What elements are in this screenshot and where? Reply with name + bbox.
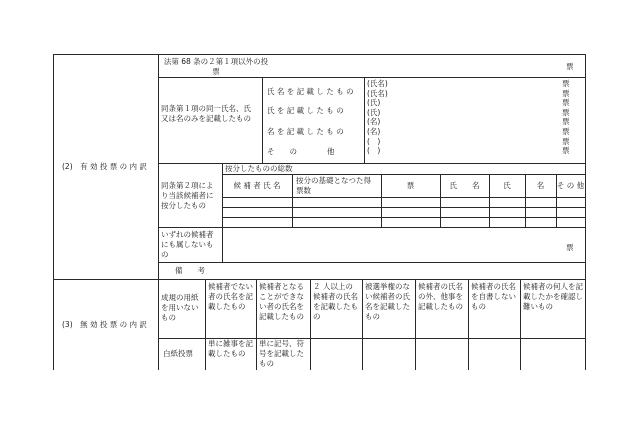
col-full-name: 氏 名 — [449, 181, 480, 190]
vote-unit: 票 — [562, 126, 570, 136]
rule — [158, 77, 586, 78]
category-family-name: 氏 を 記 載 し た も の — [267, 106, 344, 115]
rule — [310, 279, 311, 370]
invalid-type: 候補者となることができない者の氏名を記載したもの — [259, 282, 304, 321]
rule — [53, 54, 54, 370]
rule — [158, 262, 586, 263]
vote-unit: 票 — [562, 88, 570, 98]
invalid-type: 候補者の氏名の外、他事を記載したもの — [418, 282, 463, 311]
section2-label: (2) 有 効 投 票 の 内 訳 — [62, 162, 147, 171]
vote-unit: 票 — [562, 98, 570, 108]
col-other: そ の 他 — [556, 181, 585, 190]
proportional-total: 按分したものの総数 — [225, 164, 293, 173]
vote-unit: 票 — [562, 79, 570, 88]
none-unit: 票 — [566, 243, 574, 252]
none-label: いずれの候補者にも属しないもの — [161, 230, 214, 259]
rule — [415, 279, 416, 370]
vote-unit: 票 — [562, 107, 570, 117]
rule — [222, 174, 586, 175]
col-basis-votes: 按分の基礎となつた得票数 — [296, 176, 371, 195]
vote-unit-list — [562, 79, 574, 156]
invalid-type: 被選挙権のない候補者の氏名を記載したもの — [365, 282, 410, 321]
rule — [262, 77, 263, 163]
rule — [53, 279, 586, 280]
invalid-type-blank: 白紙投票 — [163, 349, 193, 358]
name-entry: (氏名) — [367, 88, 388, 98]
remarks-label: 備 考 — [175, 266, 205, 275]
name-entry: ( ) — [367, 146, 381, 156]
rule — [468, 279, 469, 370]
rule — [222, 207, 586, 208]
invalid-type: 成規の用紙を用いないもの — [161, 293, 199, 322]
name-entry: (名) — [367, 126, 381, 136]
section3-label: (3) 無 効 投 票 の 内 訳 — [62, 320, 147, 329]
rule — [222, 163, 223, 262]
rule — [585, 54, 586, 370]
name-entry-list — [367, 79, 391, 156]
art68-unit: 票 — [566, 62, 574, 71]
proportional-label: 同条第２項により当該候補者に按分したもの — [161, 181, 214, 210]
vote-unit: 票 — [562, 136, 570, 146]
name-entry: (氏) — [367, 107, 381, 117]
same-name-label: 同条第１項の同一氏名、氏又は名のみを記載したもの — [161, 104, 251, 123]
invalid-type: 単に記号、符号を記載したもの — [259, 339, 304, 368]
rule — [205, 279, 206, 370]
rule — [53, 54, 586, 55]
col-family-name: 氏 — [503, 181, 511, 190]
category-other: そ の 他 — [267, 147, 335, 156]
rule — [222, 217, 586, 218]
art68-label: 法第 68 条の２第１項以外の投票 — [163, 57, 269, 76]
name-entry: (氏名) — [367, 79, 388, 88]
invalid-type: 候補者でない者の氏名を記載したもの — [208, 282, 253, 311]
name-entry: (名) — [367, 117, 381, 127]
col-votes: 票 — [406, 181, 415, 190]
rule — [256, 279, 257, 370]
category-given-name: 名 を 記 載 し た も の — [267, 127, 344, 136]
rule — [292, 174, 293, 227]
name-entry: ( ) — [367, 136, 381, 146]
col-candidate-name: 候 補 者 氏 名 — [233, 181, 281, 190]
vote-unit: 票 — [562, 146, 570, 156]
col-given-name: 名 — [536, 181, 545, 190]
rule — [520, 279, 521, 370]
name-entry: (氏) — [367, 98, 381, 108]
invalid-type: 単に雑事を記載したもの — [208, 339, 253, 358]
invalid-type: 候補者の何人を記載したかを確認し難いもの — [523, 282, 583, 311]
rule — [222, 197, 586, 198]
category-full-name: 氏 名 を 記 載 し た も の — [267, 87, 354, 96]
rule — [364, 77, 365, 163]
rule — [362, 279, 363, 370]
invalid-type: 候補者の氏名を自書しないもの — [471, 282, 516, 311]
vote-unit: 票 — [562, 117, 570, 127]
invalid-type: ２ 人以上の候補者の氏名を記載したもの — [313, 282, 358, 321]
rule — [158, 54, 159, 370]
